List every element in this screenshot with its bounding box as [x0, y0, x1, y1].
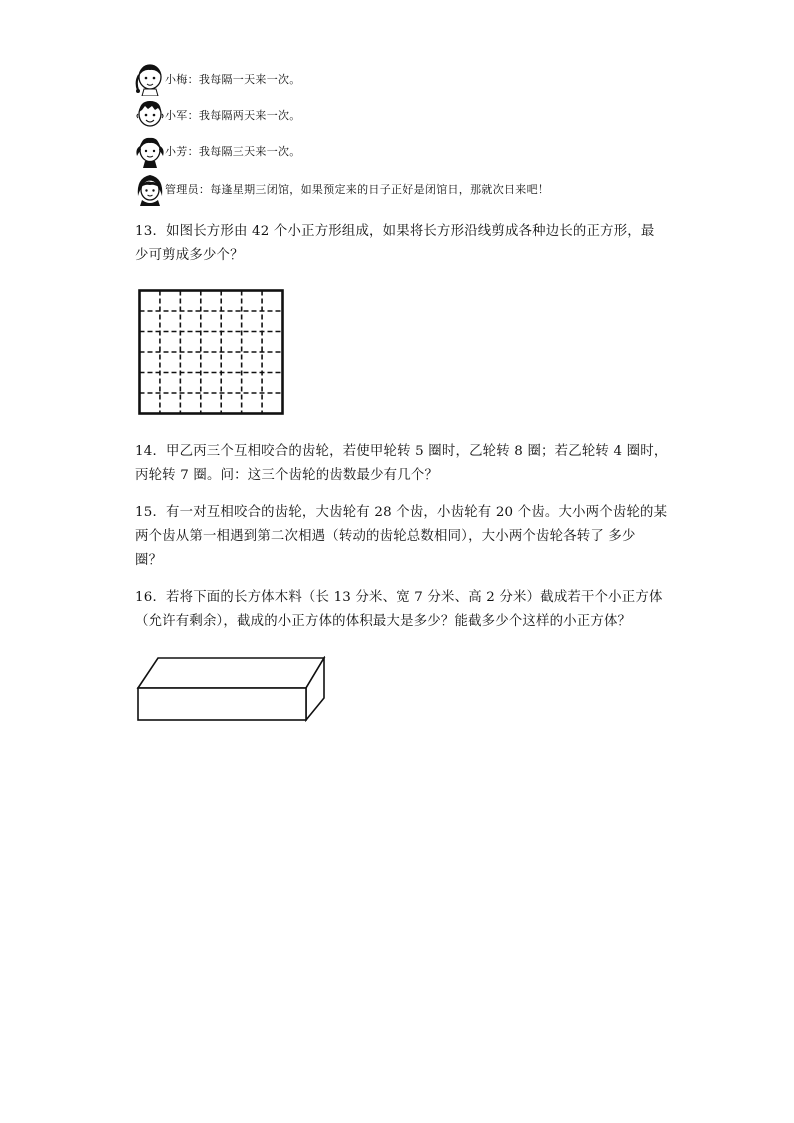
girl-braids-avatar-icon [135, 62, 165, 96]
dialogue-row-manager [135, 172, 549, 206]
question-15 [135, 501, 670, 573]
dialogue-row-xiaomei [135, 62, 301, 96]
rectangle-grid-figure [138, 289, 284, 415]
question-13-line-1: 13．如图长方形由 42 个小正方形组成，如果将长方形沿线剪成各种边长的正方形，最 [135, 224, 655, 239]
dialogue-text: 管理员：每逢星期三闭馆，如果预定来的日子正好是闭馆日，那就次日来吧！ [165, 183, 550, 196]
dialogue-text: 小梅：我每隔一天来一次。 [165, 73, 301, 86]
question-13 [135, 220, 670, 268]
girl-pigtails-avatar-icon [135, 134, 165, 168]
question-15-line-1: 15．有一对互相咬合的齿轮，大齿轮有 28 个齿，小齿轮有 20 个齿。大小两个齿轮的某 [135, 505, 668, 520]
dialogue-text: 小芳：我每隔三天来一次。 [165, 145, 301, 158]
dialogue-text: 小军：我每隔两天来一次。 [165, 109, 301, 122]
question-14-line-2: 丙轮转 7 圈。问：这三个齿轮的齿数最少有几个？ [135, 468, 439, 483]
question-14 [135, 440, 670, 488]
question-16-line-2: （允许有剩余），截成的小正方体的体积最大是多少？能截多少个这样的小正方体？ [135, 614, 632, 629]
question-15-line-2: 两个齿从第一相遇到第二次相遇（转动的齿轮总数相同），大小两个齿轮各转了 多少 [135, 529, 636, 544]
question-16 [135, 586, 670, 634]
boy-avatar-icon [135, 98, 165, 132]
cuboid-wood-figure [136, 656, 326, 722]
dialogue-row-xiaojun [135, 98, 301, 132]
question-15-line-3: 圈？ [135, 553, 163, 568]
question-13-line-2: 少可剪成多少个？ [135, 248, 244, 263]
woman-avatar-icon [135, 172, 165, 206]
question-14-line-1: 14．甲乙丙三个互相咬合的齿轮，若使甲轮转 5 圈时，乙轮转 8 圈；若乙轮转 4 圈时， [135, 444, 668, 459]
question-16-line-1: 16．若将下面的长方体木料（长 13 分米、宽 7 分米、高 2 分米）截成若干个小正方体 [135, 590, 663, 605]
dialogue-row-xiaofang [135, 134, 301, 168]
